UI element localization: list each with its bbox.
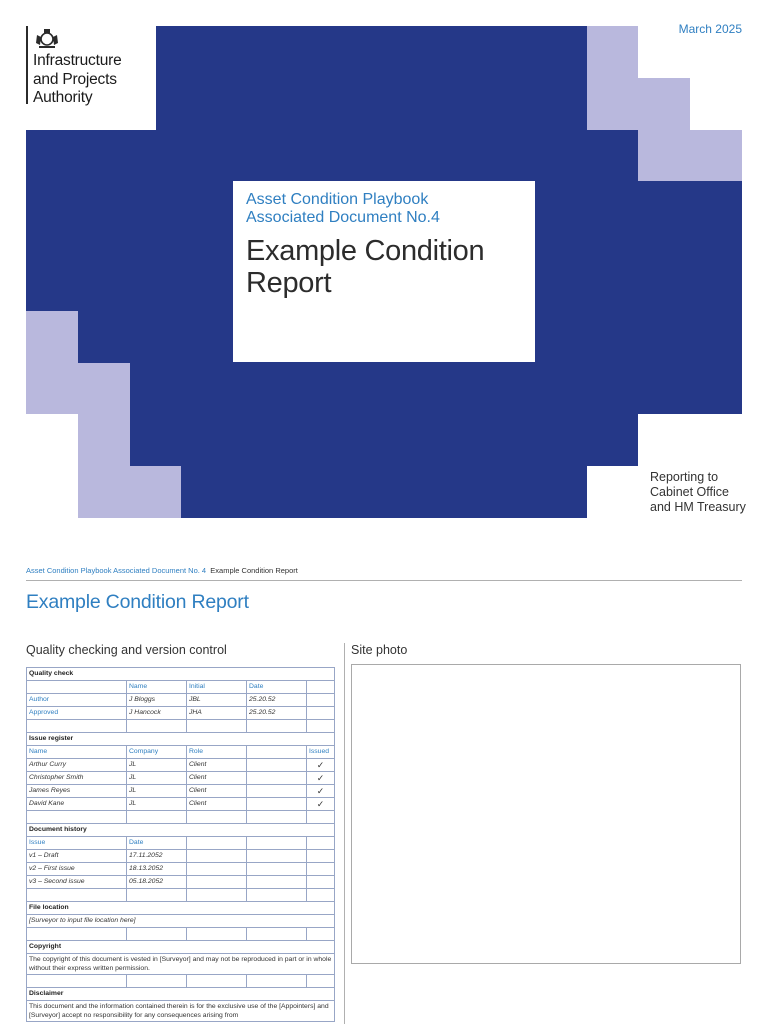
site-photo-title: Site photo <box>351 643 408 657</box>
column-header: Name <box>27 746 127 759</box>
quality-section-title: Quality checking and version control <box>26 643 227 657</box>
cover-accent <box>26 311 78 414</box>
table-row <box>27 707 335 720</box>
section-label: File location <box>27 902 335 915</box>
table-cell: JL <box>127 759 187 772</box>
reporting-line-2: Cabinet Office <box>650 485 729 499</box>
table-cell: JL <box>127 798 187 811</box>
quality-table <box>26 667 335 1022</box>
cover-block <box>130 363 742 414</box>
table-row <box>27 954 335 975</box>
table-cell: David Kane <box>27 798 127 811</box>
breadcrumb-page: Example Condition Report <box>210 566 298 575</box>
table-cell: 05.18.2052 <box>127 876 187 889</box>
table-row <box>27 941 335 954</box>
site-photo-placeholder[interactable] <box>351 664 741 964</box>
table-cell: v3 – Second issue <box>27 876 127 889</box>
section-label: Quality check <box>27 668 335 681</box>
copyright-text: The copyright of this document is vested in [Surveyor] and may not be reproduced in part or in whole without their express written permission. <box>27 954 335 975</box>
check-icon: ✓ <box>307 759 335 772</box>
column-header: Company <box>127 746 187 759</box>
org-line-3: Authority <box>33 89 93 106</box>
cover-block <box>181 466 587 518</box>
column-header: Role <box>187 746 247 759</box>
table-row <box>27 772 335 785</box>
reporting-note <box>650 470 746 515</box>
column-header: Issued <box>307 746 335 759</box>
document-subtitle <box>246 191 440 227</box>
page-title: Example Condition Report <box>26 591 249 613</box>
breadcrumb <box>26 566 298 575</box>
column-header: Date <box>127 837 187 850</box>
table-row <box>27 733 335 746</box>
table-row <box>27 798 335 811</box>
table-cell: JBL <box>187 694 247 707</box>
cover-accent <box>587 78 690 130</box>
table-cell: 25.20.52 <box>247 707 307 720</box>
cover-accent <box>638 130 742 181</box>
table-row <box>27 889 335 902</box>
table-cell: Author <box>27 694 127 707</box>
table-row <box>27 902 335 915</box>
table-cell: JL <box>127 772 187 785</box>
table-row <box>27 694 335 707</box>
table-cell: JL <box>127 785 187 798</box>
breadcrumb-doc[interactable]: Asset Condition Playbook Associated Document No. 4 <box>26 566 207 575</box>
table-cell: Christopher Smith <box>27 772 127 785</box>
cover-block <box>156 26 587 130</box>
disclaimer-text: This document and the information contained therein is for the exclusive use of the [Appointers] and [Surveyor] accept no responsibility for any consequences arising from <box>27 1001 335 1022</box>
table-cell: Approved <box>27 707 127 720</box>
table-cell: J Hancock <box>127 707 187 720</box>
cover-block <box>130 414 638 466</box>
table-cell: 18.13.2052 <box>127 863 187 876</box>
table-row <box>27 850 335 863</box>
section-label: Issue register <box>27 733 335 746</box>
cover-block <box>26 130 638 181</box>
check-icon: ✓ <box>307 798 335 811</box>
subtitle-line-1: Asset Condition Playbook <box>246 191 429 208</box>
section-label: Disclaimer <box>27 988 335 1001</box>
table-row <box>27 668 335 681</box>
royal-crest-icon <box>34 27 60 49</box>
column-header: Initial <box>187 681 247 694</box>
table-row <box>27 759 335 772</box>
table-cell: 17.11.2052 <box>127 850 187 863</box>
table-cell: v2 – First issue <box>27 863 127 876</box>
column-header: Name <box>127 681 187 694</box>
title-card <box>233 181 535 362</box>
column-header: Date <box>247 681 307 694</box>
section-label: Copyright <box>27 941 335 954</box>
table-row <box>27 928 335 941</box>
table-row <box>27 681 335 694</box>
file-location-value: [Surveyor to input file location here] <box>27 915 335 928</box>
table-cell: v1 – Draft <box>27 850 127 863</box>
table-row <box>27 824 335 837</box>
table-cell: Arthur Curry <box>27 759 127 772</box>
logo-divider <box>26 26 28 104</box>
header-divider <box>26 580 742 581</box>
table-row <box>27 915 335 928</box>
table-row <box>27 876 335 889</box>
table-cell: Client <box>187 798 247 811</box>
cover-accent <box>587 26 638 78</box>
table-row <box>27 785 335 798</box>
organisation-name <box>33 52 122 108</box>
org-line-1: Infrastructure <box>33 52 122 69</box>
reporting-line-1: Reporting to <box>650 470 719 484</box>
title-line-1: Example Condition <box>246 235 485 267</box>
cover-accent <box>78 363 130 518</box>
reporting-line-3: and HM Treasury <box>650 500 746 514</box>
table-row <box>27 1001 335 1022</box>
table-row <box>27 811 335 824</box>
table-cell: 25.20.52 <box>247 694 307 707</box>
document-title <box>246 235 484 299</box>
table-cell: Client <box>187 759 247 772</box>
table-row <box>27 988 335 1001</box>
table-cell: Client <box>187 785 247 798</box>
section-label: Document history <box>27 824 335 837</box>
table-cell: Client <box>187 772 247 785</box>
table-row <box>27 975 335 988</box>
org-line-2: and Projects <box>33 70 117 88</box>
table-row <box>27 720 335 733</box>
publication-date: March 2025 <box>678 22 742 36</box>
check-icon: ✓ <box>307 772 335 785</box>
subtitle-line-2: Associated Document No.4 <box>246 209 440 226</box>
cover-accent <box>130 466 181 518</box>
table-row <box>27 837 335 850</box>
column-header: Issue <box>27 837 127 850</box>
table-row <box>27 746 335 759</box>
table-cell: J Bloggs <box>127 694 187 707</box>
table-row <box>27 863 335 876</box>
column-divider <box>344 643 345 1024</box>
check-icon: ✓ <box>307 785 335 798</box>
title-line-2: Report <box>246 267 332 299</box>
table-cell: James Reyes <box>27 785 127 798</box>
table-cell: JHA <box>187 707 247 720</box>
